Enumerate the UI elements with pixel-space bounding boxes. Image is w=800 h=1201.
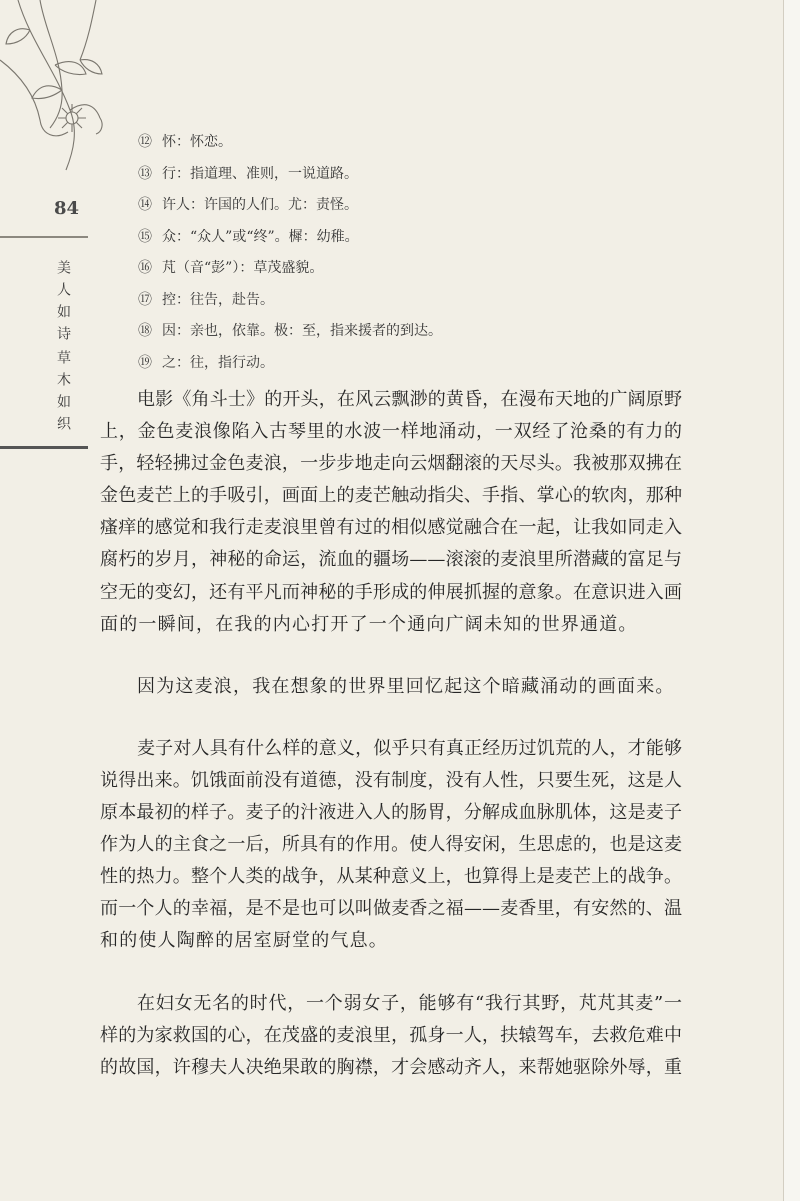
text-line: 而一个人的幸福，是不是也可以叫做麦香之福——麦香里，有安然的、温 [100, 898, 682, 920]
footnote [138, 222, 442, 254]
running-title-top: 美人如诗 [55, 260, 71, 348]
footnote-text: 怀：怀恋。 [162, 134, 232, 150]
text-line: 因为这麦浪，我在想象的世界里回忆起这个暗藏涌动的画面来。 [137, 675, 675, 697]
footnote [138, 159, 442, 191]
footnote [138, 127, 442, 159]
footnote-text: 许人：许国的人们。尤：责怪。 [162, 197, 358, 213]
footnote [138, 348, 442, 380]
text-line: 麦子对人具有什么样的意义，似乎只有真正经历过饥荒的人，才能够 [137, 737, 682, 759]
footnote-mark: ⑯ [138, 260, 152, 276]
footnote-text: 众：“众人”或“终”。樨：幼稚。 [162, 228, 359, 245]
footnote-mark: ⑲ [138, 354, 152, 371]
footnote-text: 行：指道理、准则，一说道路。 [162, 165, 358, 182]
text-line: 空无的变幻，还有平凡而神秘的手形成的伸展抓握的意象。在意识进入画 [100, 581, 682, 603]
running-head-rule-top [0, 236, 88, 238]
footnote-text: 之：往，指行动。 [162, 354, 274, 371]
footnote-mark: ⑬ [138, 165, 152, 182]
page-number: 84 [54, 198, 80, 219]
text-line: 面的一瞬间，在我的内心打开了一个通向广阔未知的世界通道。 [100, 613, 638, 635]
text-line: 样的为家救国的心，在茂盛的麦浪里，孤身一人，扶辕驾车，去救危难中 [100, 1024, 682, 1046]
footnotes [138, 127, 442, 379]
footnote [138, 190, 442, 222]
footnote-mark: ⑫ [138, 134, 152, 150]
footnote [138, 253, 442, 285]
text-line: 的故国，许穆夫人决绝果敢的胸襟，才会感动齐人，来帮她驱除外辱，重 [100, 1056, 682, 1078]
footnote [138, 285, 442, 317]
body-text [100, 384, 682, 1114]
text-line: 作为人的主食之一后，所具有的作用。使人得安闲，生思虑的，也是这麦 [100, 834, 682, 856]
text-line: 性的热力。整个人类的战争，从某种意义上，也算得上是麦芒上的战争。 [100, 866, 682, 888]
paragraph [100, 671, 682, 703]
text-line: 和的使人陶醉的居室厨堂的气息。 [100, 930, 388, 952]
footnote-mark: ⑰ [138, 291, 152, 308]
footnote-mark: ⑮ [138, 228, 152, 245]
text-line: 上，金色麦浪像陷入古琴里的水波一样地涌动，一双经了沧桑的有力的 [100, 421, 682, 443]
paragraph [100, 384, 682, 641]
footnote-mark: ⑱ [138, 323, 152, 339]
text-line: 瘙痒的感觉和我行走麦浪里曾有过的相似感觉融合在一起，让我如同走入 [100, 517, 682, 539]
footnote [138, 316, 442, 348]
text-line: 原本最初的样子。麦子的汁液进入人的肠胃，分解成血脉肌体，这是麦子 [100, 802, 682, 824]
text-line: 电影《角斗士》的开头，在风云飘渺的黄昏，在漫布天地的广阔原野 [137, 389, 682, 410]
text-line: 手，轻轻拂过金色麦浪，一步步地走向云烟翻滚的天尽头。我被那双拂在 [100, 453, 682, 475]
footnote-mark: ⑭ [138, 197, 152, 213]
paragraph [100, 733, 682, 958]
decorative-plant-illustration [0, 0, 130, 175]
text-line: 在妇女无名的时代，一个弱女子，能够有“我行其野，芃芃其麦”一 [137, 992, 682, 1014]
page-edge [783, 0, 800, 1201]
footnote-text: 控：往告，赴告。 [162, 291, 274, 308]
footnote-text: 芃（音“彭”）：草茂盛貌。 [162, 260, 324, 276]
paragraph [100, 988, 682, 1084]
text-line: 金色麦芒上的手吸引，画面上的麦芒触动指尖、手指、掌心的软肉，那种 [100, 485, 682, 507]
running-head-rule-bottom [0, 446, 88, 449]
text-line: 腐朽的岁月，神秘的命运，流血的疆场——滚滚的麦浪里所潜藏的富足与 [100, 549, 682, 571]
text-line: 说得出来。饥饿面前没有道德，没有制度，没有人性，只要生死，这是人 [100, 769, 682, 791]
footnote-text: 因：亲也，依靠。极：至，指来援者的到达。 [162, 323, 442, 339]
running-title-bottom: 草木如织 [55, 350, 71, 438]
